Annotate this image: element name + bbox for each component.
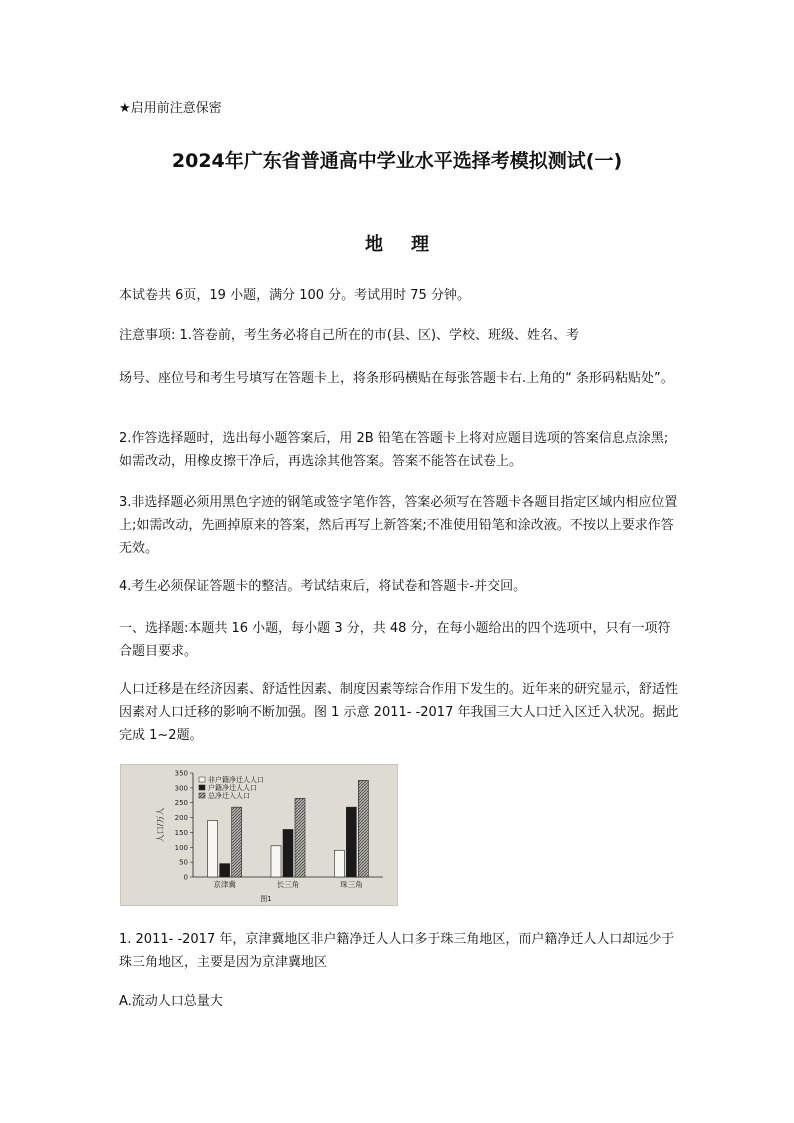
y-tick-label: 0 <box>183 873 188 882</box>
exam-title: 2024年广东省普通高中学业水平选择考模拟测试(一) <box>171 150 623 172</box>
note-1-line-2: 场号、座位号和考生号填写在答题卡上，将条形码横贴在每张答题卡右.上角的“ 条形码粘贴处”。 <box>119 371 674 386</box>
y-tick-label: 50 <box>179 858 188 867</box>
bar-1 <box>334 850 344 877</box>
legend-label: 总净迁入人口 <box>208 792 250 800</box>
note-2: 2.作答选择题时，选出每小题答案后，用 2B 铅笔在答题卡上将对应题目选项的答案信息点涂黑;如需改动，用橡皮擦干净后，再选涂其他答案。答案不能答在试卷上。 <box>119 431 669 469</box>
bar-1 <box>271 846 281 877</box>
option-a: A.流动人口总量大 <box>119 994 223 1009</box>
bar-chart <box>121 765 397 905</box>
y-tick-label: 250 <box>174 799 188 808</box>
legend-swatch <box>199 793 205 798</box>
confidential-label: ★启用前注意保密 <box>119 101 222 116</box>
x-category-label: 京津冀 <box>213 880 236 889</box>
bar-1 <box>208 821 218 877</box>
legend-label: 户籍净迁人人口 <box>208 784 257 792</box>
y-tick-label: 150 <box>174 828 188 837</box>
y-tick-label: 200 <box>174 814 188 823</box>
note-4: 4.考生必须保证答题卡的整洁。考试结束后，将试卷和答题卡-并交回。 <box>119 579 527 594</box>
note-3: 3.非选择题必须用黑色字迹的钢笔或签字笔作答，答案必须写在答题卡各题目指定区域内相应位置上;如需改动，先画掉原来的答案，然后再写上新答案;不准使用铅笔和涂改液。不按以上要求作答无效。 <box>119 495 678 556</box>
legend-swatch <box>199 777 205 782</box>
x-category-label: 珠三角 <box>340 880 363 889</box>
y-tick-label: 100 <box>174 843 188 852</box>
bar-2 <box>220 864 230 877</box>
question-1-stem: 1. 2011- -2017 年，京津冀地区非户籍净迁人人口多于珠三角地区，而户籍净迁人人口却远少于珠三角地区，主要是因为京津冀地区 <box>119 932 675 970</box>
legend-label: 非户籍净迁人人口 <box>208 776 264 784</box>
y-axis-label: 人口/万人 <box>156 807 165 843</box>
y-tick-label: 350 <box>174 769 188 778</box>
bar-2 <box>346 807 356 877</box>
figure-caption: 图1 <box>260 895 272 903</box>
figure-1-chart <box>120 764 398 906</box>
note-1-line-1: 注意事项: 1.答卷前，考生务必将自己所在的市(县、区)、学校、班级、姓名、考 <box>119 328 580 343</box>
bar-3 <box>358 780 368 877</box>
y-tick-label: 300 <box>174 784 188 793</box>
intro-text: 本试卷共 6页，19 小题，满分 100 分。考试用时 75 分钟。 <box>119 288 470 303</box>
legend-swatch <box>199 785 205 790</box>
bar-3 <box>232 807 242 877</box>
bar-2 <box>283 829 293 877</box>
x-category-label: 长三角 <box>276 880 300 889</box>
bar-3 <box>295 798 305 877</box>
question-passage: 人口迁移是在经济因素、舒适性因素、制度因素等综合作用下发生的。近年来的研究显示，舒适性因素对人口迁移的影响不断加强。图 1 示意 2011- -2017 年我国三大人口迁入区迁入状况。据此完成 1~2题。 <box>119 682 679 743</box>
section-1-heading: 一、选择题:本题共 16 小题，每小题 3 分，共 48 分，在每小题给出的四个选项中，只有一项符合题目要求。 <box>119 621 671 659</box>
subject-heading: 地理 <box>365 234 457 255</box>
